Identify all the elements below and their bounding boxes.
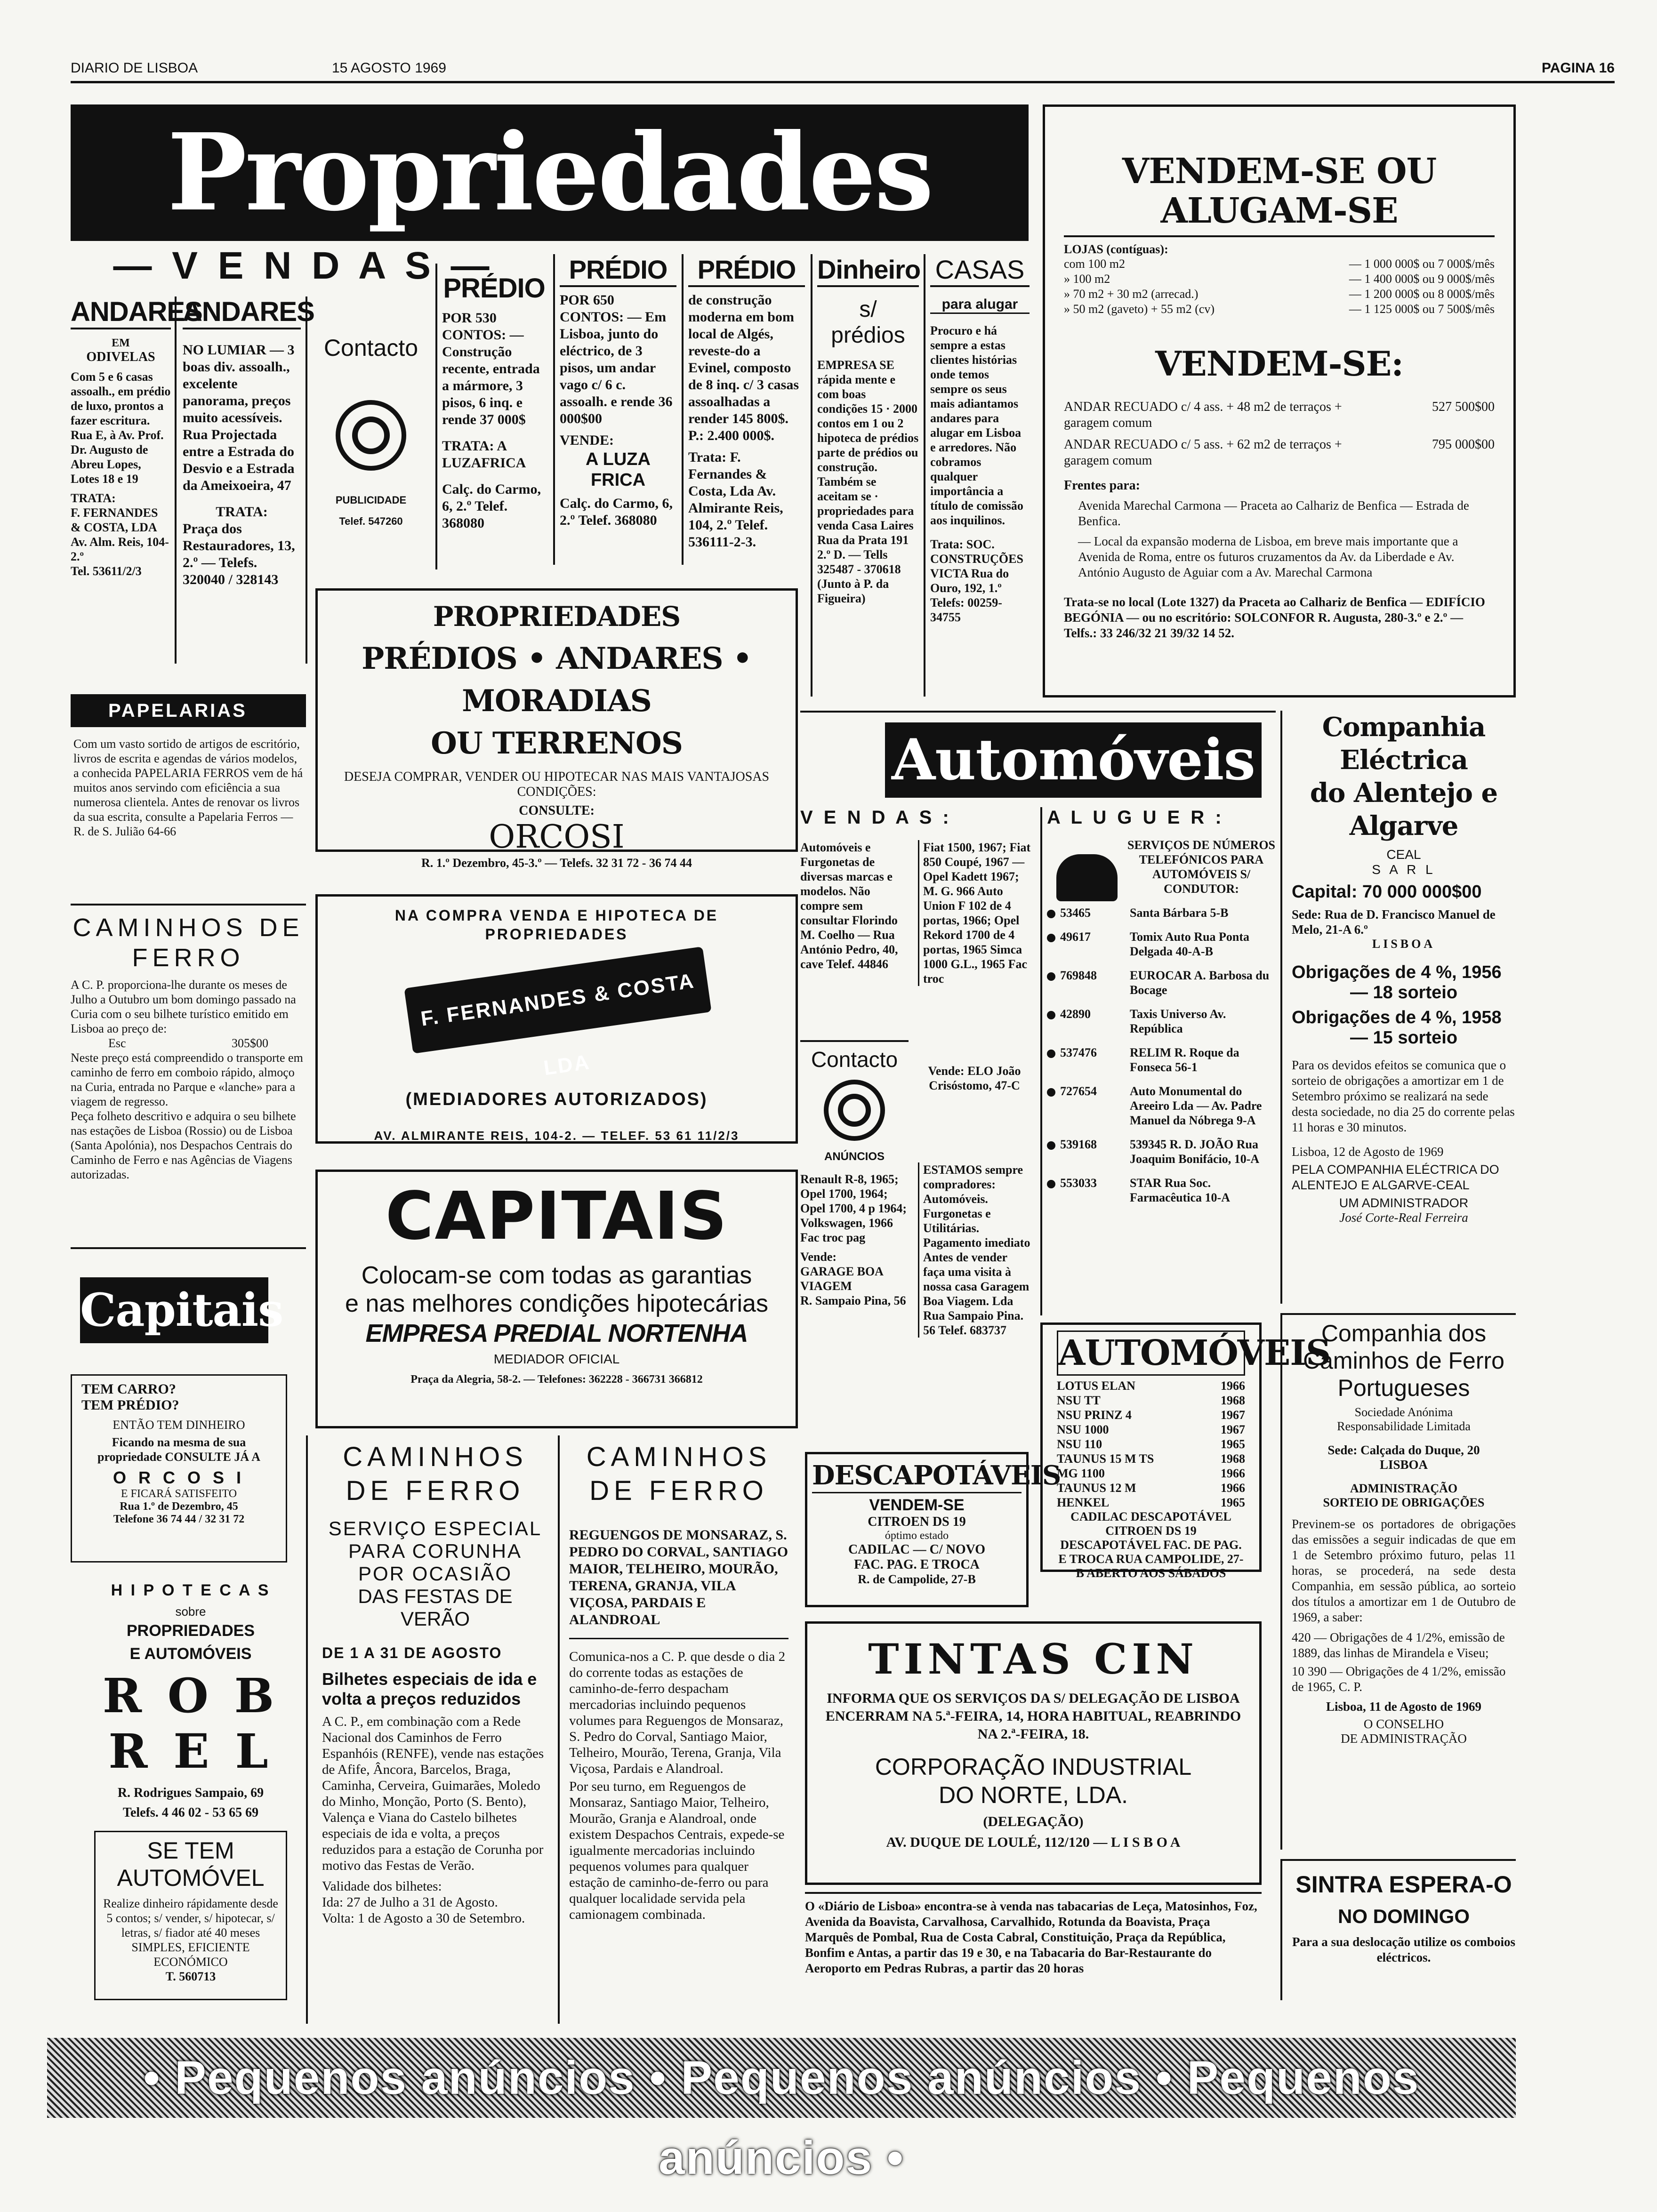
contacto-title: Contacto: [323, 335, 418, 361]
vendem-alugam-ad: [1043, 104, 1516, 697]
contacto-title: Contacto: [811, 1047, 898, 1072]
aluguer-name: Auto Monumental do Areeiro Lda — Av. Padre Manuel da Nóbrega 9-A: [1130, 1084, 1262, 1127]
automoveis-vendas-ad: [800, 807, 1036, 1042]
note-text: O «Diário de Lisboa» encontra-se à venda nas tabacarias de Leça, Matosinhos, Foz, Avenida da Boavista, Carvalhosa, Carvalhido, Rotunda da Boavista, Praça Marquês de Pombal, Rua de Costa Cabral, Constituição, Praça da República, Bonfim e Antas, a partir das 19 e 30, e na Tabacaria do Bar-Restaurante do Aeroporto em Pedras Rubras, a partir das 20 horas: [805, 1899, 1257, 1975]
ad-col: [918, 1162, 1031, 1338]
ad-title: Companhia dos: [1321, 1320, 1487, 1346]
ad-title: DE FERRO: [589, 1475, 768, 1506]
ad-line: Capital: 70 000 000$00: [1292, 882, 1482, 902]
andares-list: [1064, 399, 1495, 469]
car-model: TAUNUS 15 M TS: [1057, 1452, 1154, 1466]
ad-line: Lisboa, 11 de Agosto de 1969: [1326, 1699, 1482, 1714]
descapotaveis-ad: [805, 1452, 1061, 1607]
ad-title: Caminhos de Ferro: [1303, 1347, 1504, 1374]
pequenos-anuncios-banner: [47, 2038, 1516, 2184]
ad-line: e nas melhores condições hipotecárias: [345, 1290, 768, 1317]
ad-line: TRATA:: [71, 491, 116, 505]
ad-line: FAC. PAG. E TROCA: [854, 1557, 980, 1572]
ad-line: — 15 sorteio: [1350, 1028, 1458, 1048]
aluguer-item: [1047, 1137, 1276, 1166]
ad-title: AUTOMÓVEIS: [1057, 1330, 1245, 1376]
andar-desc: ANDAR RECUADO c/ 5 ass. + 62 m2 de terraços + garagem comum: [1064, 437, 1342, 468]
ad-line: Obrigações de 4 %, 1956: [1292, 962, 1502, 982]
ad-line: Com 5 e 6 casas assoalh., em prédio de luxo, prontos a fazer escritura. Rua E, à Av. Prof. Dr. Augusto de Abreu Lopes, Lotes 18 e 19: [71, 370, 171, 486]
ad-text: DESEJA COMPRAR, VENDER OU HIPOTECAR NAS MAIS VANTAJOSAS CONDIÇÕES:: [344, 769, 770, 799]
ad-brand: EMPRESA PREDIAL NORTENHA: [365, 1319, 748, 1347]
ad-line: MEDIADOR OFICIAL: [493, 1352, 620, 1366]
ad-line: Telefs. 4 46 02 - 53 65 69: [122, 1805, 259, 1820]
ad-text: ESTAMOS sempre compradores: Automóveis. Furgonetas e Utilitárias. Pagamento imediato Antes de vender faça uma visita à nossa casa Garagem Boa Viagem. Lda Rua Sampaio Pina. 56 Telef. 683737: [923, 1163, 1030, 1337]
lojas-cell: » 70 m2 + 30 m2 (arrecad.): [1064, 287, 1199, 301]
aluguer-phone: 769848: [1060, 969, 1097, 982]
ad-line: Praça da Alegria, 58-2. — Telefones: 362228 - 366731 366812: [410, 1373, 703, 1386]
ad-text: Trata: F. Fernandes & Costa, Lda Av. Almirante Reis, 104, 2.º Telef. 536111-2-3.: [688, 449, 783, 550]
ad-line: TRATA:: [216, 504, 268, 520]
frentes-label: Frentes para:: [1064, 478, 1140, 493]
aluguer-item: [1047, 968, 1276, 997]
frentes-line: Avenida Marechal Carmona — Praceta ao Calhariz de Benfica — Estrada de Benfica.: [1078, 498, 1469, 528]
frentes-line: — Local da expansão moderna de Lisboa, em breve mais importante que a Avenida de Roma, entre os futuros cruzamentos da Av. da Liberdade e Av. António Augusto de Aguiar com a Av. Marechal Carmona: [1078, 534, 1458, 579]
car-row: [1057, 1408, 1245, 1422]
ad-line: sobre: [175, 1604, 206, 1619]
ad-text: Realize dinheiro rápidamente desde 5 contos; s/ vender, s/ hipotecar, s/ letras, s/ fiador até 40 meses SIMPLES, EFICIENTE ECONÓMICO: [103, 1897, 278, 1969]
ad-text: Neste preço está compreendido o transporte em caminho de ferro em comboio rápido, almoço na Curia, entrada no Parque e «lanche» para a viagem de regresso.: [71, 1051, 303, 1108]
autos-rule: [800, 711, 1276, 713]
tem-carro-ad: [71, 1374, 287, 1563]
propriedades-banner: [71, 104, 1029, 241]
contacto-brand: ANÚNCIOS: [824, 1150, 885, 1163]
automoveis-aluguer-ad: [1040, 807, 1276, 1315]
ad-brand: O R C O S I: [113, 1468, 245, 1487]
vendas-title: — V E N D A S —: [113, 244, 494, 287]
aluguer-name: EUROCAR A. Barbosa du Bocage: [1130, 969, 1270, 997]
ad-line: AV. DUQUE DE LOULÉ, 112/120 — L I S B O A: [886, 1835, 1181, 1850]
ad-text: Para os devidos efeitos se comunica que o sorteio de obrigações a amortizar em 1 de Setembro próximo se realizará na sede desta sociedade, no dia 25 do corrente pelas 11 horas e 30 minutos.: [1292, 1058, 1515, 1134]
ad-line: AUTOMÓVEL: [117, 1865, 265, 1891]
ad-title: PROPRIEDADES: [433, 601, 681, 633]
ad-text: POR 650 CONTOS: — Em Lisboa, junto do eléctrico, de 3 pisos, um andar vago c/ 6 c. assoalh. e rende 36 000$00: [560, 292, 673, 426]
car-row: [1057, 1466, 1245, 1481]
predio-650-ad: [553, 254, 676, 565]
ad-line: H I P O T E C A S: [111, 1581, 271, 1599]
ad-head: PARA CORUNHA: [348, 1540, 522, 1562]
car-model: NSU PRINZ 4: [1057, 1408, 1132, 1422]
car-model: NSU 1000: [1057, 1423, 1109, 1436]
ad-col: [918, 1064, 1031, 1093]
lojas-cell: — 1 400 000$ ou 9 000$/mês: [1349, 272, 1495, 286]
ad-line: EM: [112, 337, 130, 349]
predio-alges-ad: [682, 254, 805, 565]
ad-title: TINTAS CIN: [868, 1635, 1199, 1683]
capitais-empresa-predial-ad: [315, 1170, 798, 1428]
ad-line: E AUTOMÓVEIS: [129, 1645, 252, 1663]
ad-text: POR 530 CONTOS: —Construção recente, entrada a mármore, 3 pisos, 6 inq. e rende 37 000$: [442, 310, 540, 427]
ad-line: NA COMPRA VENDA E HIPOTECA DE PROPRIEDADES: [394, 907, 719, 943]
ad-line: Colocam-se com todas as garantias: [361, 1262, 752, 1289]
ad-brand: F. FERNANDES & COSTA LDA: [419, 969, 697, 1080]
ad-sub: prédios: [831, 323, 905, 348]
ad-text: A C. P., em combinação com a Rede Nacional dos Caminhos de Ferro Espanhóis (RENFE), vende nas estações de Afife, Âncora, Barcelos, Braga, Caminha, Cerveira, Guimarães, Moledo do Minho, Monção, Porto (S. Bento), Valença e Viana do Castelo bilhetes especiais de ida e volta, a preços reduzidos para a estação de Corunha por motivo das Festas de Verão.: [322, 1714, 544, 1873]
ad-line: CITROEN DS 19: [868, 1515, 966, 1529]
car-model: LOTUS ELAN: [1057, 1379, 1135, 1393]
ad-title: ANDARES: [71, 297, 171, 329]
ad-line: T. 560713: [165, 1970, 216, 1983]
ad-line: R. Rodrigues Sampaio, 69: [117, 1786, 264, 1800]
ad-title: Dinheiro: [817, 254, 919, 287]
ad-line: Telefone 36 74 44 / 32 31 72: [113, 1513, 245, 1525]
vendem-title: VENDEM-SE:: [1155, 344, 1403, 384]
contacto-anuncios-ad: [800, 1040, 909, 1167]
ad-text: GARAGE BOA VIAGEM: [800, 1265, 883, 1293]
car-row: [1057, 1481, 1245, 1495]
ad-line: E FICARÁ SATISFEITO: [121, 1488, 237, 1500]
issue-date: 15 AGOSTO 1969: [332, 60, 446, 76]
aluguer-phone: 53465: [1060, 906, 1091, 920]
paper-name: DIARIO DE LISBOA: [71, 60, 198, 76]
capitais-logo: Capitais: [80, 1277, 268, 1343]
ad-col: [800, 1172, 913, 1308]
lojas-cell: » 50 m2 (gaveto) + 55 m2 (cv): [1064, 302, 1215, 316]
ad-line: Sede: Rua de D. Francisco Manuel de Melo, 21-A 6.º: [1292, 907, 1496, 937]
aluguer-item: [1047, 1045, 1276, 1074]
ad-title: Portugueses: [1337, 1375, 1470, 1401]
ad-brand: DO NORTE, LDA.: [939, 1782, 1128, 1808]
ad-text: Renault R-8, 1965; Opel 1700, 1964; Opel 1700, 4 p 1964; Volkswagen, 1966 Fac troc pag: [800, 1172, 907, 1244]
ad-line: (MEDIADORES AUTORIZADOS): [405, 1090, 708, 1109]
ad-text: de construção moderna em bom local de Algés, reveste-do a Evinel, composto de 8 inq. c/ 3 casas assoalhadas a render 145 800$. P.: 2.400 000$.: [688, 292, 799, 443]
car-model: MG 1100: [1057, 1467, 1105, 1480]
ad-title: CAMINHOS DE FERRO: [72, 914, 304, 972]
contacto-logo-icon: [336, 400, 406, 471]
price-label: Esc: [108, 1036, 126, 1050]
ad-text: R. 1.º Dezembro, 45-3.º — Telefs. 32 31 72 - 36 74 44: [421, 856, 692, 870]
lojas-cell: — 1 125 000$ ou 7 500$/mês: [1349, 302, 1495, 316]
ad-title: CASAS: [930, 254, 1030, 287]
contacto-logo-icon: [824, 1080, 885, 1141]
aluguer-name: Taxis Universo Av. República: [1130, 1007, 1226, 1035]
ad-text: R. Sampaio Pina, 56: [800, 1294, 906, 1307]
capitais-logo-ad: [71, 1247, 306, 1360]
ad-head: SERVIÇOS DE NÚMEROS TELEFÓNICOS PARA AUTOMÓVEIS S/ CONDUTOR:: [1127, 838, 1276, 896]
aluguer-item: [1047, 1176, 1276, 1205]
dinheiro-predios-ad: [811, 254, 919, 697]
andares-odivelas-ad: [71, 297, 202, 664]
car-year: 1965: [1221, 1496, 1245, 1509]
telephone-icon: [1056, 854, 1118, 901]
ad-text: Por seu turno, em Reguengos de Monsaraz, Santiago Maior, Telheiro, Mourão, Granja e Alandroal, onde existem Despachos Centrais, expede-se igualmente mercadorias incluindo pequenos volumes para qualquer estação de caminho-de-ferro ou para qualquer localidade servida pela camionagem combinada.: [569, 1779, 785, 1922]
aluguer-item: [1047, 906, 1276, 920]
ad-line: TEM PRÉDIO?: [81, 1397, 179, 1413]
andar-price: 527 500$00: [1432, 400, 1495, 414]
cars-list: [1057, 1378, 1245, 1510]
ad-line: NO LUMIAR — 3 boas div. assoalh., excelente panorama, preços muito acessíveis. Rua Projectada entre a Estrada do Desvio e a Estrada da Ameixoeira, 47: [183, 342, 295, 493]
ad-line: UM ADMINISTRADOR: [1339, 1196, 1469, 1210]
diario-venda-note: [805, 1892, 1262, 2024]
casas-alugar-ad: [924, 254, 1030, 697]
ad-line: Praça dos Restauradores, 13, 2.º — Telefs. 320040 / 328143: [183, 521, 295, 587]
car-row: [1057, 1495, 1245, 1510]
ad-sub: para alugar: [930, 297, 1030, 314]
se-tem-automovel-ad: [94, 1831, 287, 2000]
ad-text: Trata: SOC. CONSTRUÇÕES VICTA Rua do Ouro, 192, 1.º Telefs: 00259-34755: [930, 537, 1023, 624]
page-number: PAGINA 16: [1541, 60, 1615, 76]
andar-desc: ANDAR RECUADO c/ 4 ass. + 48 m2 de terraços + garagem comum: [1064, 400, 1342, 430]
car-model: HENKEL: [1057, 1496, 1110, 1509]
car-model: TAUNUS 12 M: [1057, 1481, 1136, 1495]
car-year: 1967: [1221, 1408, 1245, 1422]
ad-col: [918, 840, 1031, 986]
car-row: [1057, 1451, 1245, 1466]
ad-brand: ORCOSI: [489, 818, 625, 856]
ad-text: Para a sua deslocação utilize os comboios eléctricos.: [1292, 1935, 1515, 1964]
ad-line: Lisboa, 12 de Agosto de 1969: [1292, 1145, 1444, 1159]
andar-row: [1064, 437, 1495, 469]
contacto-tel: Telef. 547260: [339, 515, 403, 527]
robrel-hipotecas-ad: [71, 1581, 311, 1820]
lojas-cell: com 100 m2: [1064, 257, 1125, 271]
lojas-row: [1064, 272, 1495, 287]
ad-line: DE ADMINISTRAÇÃO: [1341, 1731, 1467, 1746]
lojas-row: [1064, 256, 1495, 272]
car-year: 1965: [1221, 1437, 1245, 1451]
orcosi-propriedades-ad: [315, 588, 798, 870]
aluguer-phone: 539168: [1060, 1138, 1097, 1151]
ad-line: NO DOMINGO: [1338, 1905, 1470, 1927]
ad-line: CADILAC — C/ NOVO: [848, 1542, 986, 1557]
ad-text: CADILAC DESCAPOTÁVEL CITROEN DS 19 DESCAPOTÁVEL FAC. DE PAG. E TROCA RUA CAMPOLIDE, 27-B ABERTO AOS SÁBADOS: [1058, 1510, 1244, 1580]
ad-title: Companhia Eléctrica: [1322, 712, 1486, 776]
ad-line: José Corte-Real Ferreira: [1339, 1210, 1468, 1225]
ad-text: Procuro e há sempre a estas clientes histórias onde temos sempre os seus mais adiantamos andares para alugar em Lisboa e arredores. Não cobramos qualquer importância a título de comissão aos inquilinos.: [930, 324, 1023, 527]
car-year: 1966: [1221, 1379, 1245, 1393]
ad-cats: OU TERRENOS: [431, 726, 683, 761]
ad-text: Fiat 1500, 1967; Fiat 850 Coupé, 1967 — Opel Kadett 1967; M. G. 966 Auto Union F 102 de 4 portas, 1966; Opel Rekord 1700 de 4 portas, 1965 Simca 1000 G.L., 1965 Fac troc: [923, 841, 1031, 986]
aluguer-phone: 727654: [1060, 1084, 1097, 1098]
ad-title: DESCAPOTÁVEIS: [812, 1459, 1022, 1493]
automoveis-banner: Automóveis: [885, 722, 1262, 798]
ad-line: SE TEM: [147, 1837, 234, 1864]
ad-line: — 18 sorteio: [1350, 983, 1458, 1002]
predio-530-ad: [435, 264, 546, 569]
tintas-cin-ad: [805, 1621, 1262, 1885]
ad-cats: PRÉDIOS • ANDARES • MORADIAS: [362, 641, 752, 719]
ad-head: DAS FESTAS DE VERÃO: [358, 1585, 513, 1630]
aluguer-item: [1047, 930, 1276, 959]
ad-title: DE FERRO: [346, 1475, 525, 1506]
ad-head: REGUENGOS DE MONSARAZ, S. PEDRO DO CORVAL, SANTIAGO MAIOR, TELHEIRO, MOURÃO, TERENA, GRANJA, VILA VIÇOSA, PARDAIS E ALANDROAL: [569, 1527, 788, 1627]
ad-text: 10 390 — Obrigações de 4 1/2%, emissão de 1965, C. P.: [1292, 1664, 1506, 1694]
ad-line: LISBOA: [1372, 937, 1436, 951]
ad-brand: A LUZA FRICA: [586, 449, 651, 490]
aluguer-name: 539345 R. D. JOÃO Rua Joaquim Bonifácio, 10-A: [1130, 1138, 1260, 1166]
ad-line: Ficando na mesma de sua propriedade CONSULTE JÁ A: [97, 1435, 261, 1464]
car-row: [1057, 1378, 1245, 1393]
ad-line: Av. Alm. Reis, 104-2.º: [71, 535, 169, 563]
aluguer-name: Santa Bárbara 5-B: [1130, 906, 1229, 920]
lojas-cell: — 1 200 000$ ou 8 000$/mês: [1349, 287, 1495, 301]
ad-line: Obrigações de 4 %, 1958: [1292, 1008, 1502, 1027]
ad-head: SERVIÇO ESPECIAL: [328, 1517, 542, 1539]
ad-text: Validade dos bilhetes:: [322, 1879, 442, 1894]
lojas-label: LOJAS (contíguas):: [1064, 242, 1168, 256]
aluguer-phone: 553033: [1060, 1176, 1097, 1190]
contacto-brand: PUBLICIDADE: [335, 494, 407, 506]
ad-title: do Alentejo e Algarve: [1310, 777, 1498, 842]
aluguer-name: Tomix Auto Rua Ponta Delgada 40-A-B: [1130, 930, 1250, 958]
ad-line: Rua 1.º de Dezembro, 45: [120, 1500, 238, 1513]
ad-title: CAPITAIS: [385, 1178, 728, 1255]
fernandes-costa-ad: [315, 894, 798, 1144]
ad-title: CAMINHOS: [586, 1442, 772, 1472]
ad-line: Sede: Calçada do Duque, 20: [1327, 1443, 1480, 1457]
lojas-cell: — 1 000 000$ ou 7 000$/mês: [1349, 257, 1495, 271]
ad-title: VENDEM-SE OU ALUGAM-SE: [1122, 151, 1437, 231]
lojas-cell: » 100 m2: [1064, 272, 1110, 286]
ad-title: PRÉDIO: [560, 254, 676, 287]
ad-line: SORTEIO DE OBRIGAÇÕES: [1323, 1496, 1485, 1509]
aluguer-phone: 42890: [1060, 1007, 1091, 1021]
footer-banner-text: • Pequenos anúncios • Pequenos anúncios • Pequenos anúncios •: [143, 2052, 1420, 2184]
ad-title: PAPELARIAS: [71, 694, 306, 727]
ad-line: PELA COMPANHIA ELÉCTRICA DO ALENTEJO E ALGARVE-CEAL: [1292, 1162, 1499, 1192]
page-header: [71, 60, 1615, 84]
ad-text: Com um vasto sortido de artigos de escritório, livros de escrita e agendas de vários modelos, a conhecida PAPELARIA FERROS vem de há muitos anos servindo com eficiência a sua numerosa clientela. Antes de renovar os livros da sua escrita, consulte a Papelaria Ferros — R. de S. Julião 64-66: [73, 737, 303, 838]
car-year: 1967: [1221, 1423, 1245, 1436]
ad-text: Volta: 1 de Agosto a 30 de Setembro.: [322, 1911, 525, 1926]
automoveis-lista-ad: [1040, 1322, 1331, 1580]
aluguer-name: STAR Rua Soc. Farmacêutica 10-A: [1130, 1176, 1230, 1204]
car-year: 1968: [1221, 1452, 1245, 1466]
ad-text: VENDE:: [560, 433, 614, 448]
ad-text: Comunica-nos a C. P. que desde o dia 2 do corrente todas as estações de caminho-de-ferro despacham mercadorias incluindo pequenos volumes para Reguengos de Monsaraz, S. Pedro do Corval, Santiago Maior, Telheiro, Mourão, Terena, Granja, Vila Viçosa, Pardais e Alandroal.: [569, 1649, 786, 1776]
ad-text: TRATA: A LUZAFRICA: [442, 438, 526, 471]
banner-title: Propriedades: [167, 111, 932, 235]
ad-line: AV. ALMIRANTE REIS, 104-2. — TELEF. 53 61 11/2/3: [374, 1129, 740, 1143]
lojas-row: [1064, 287, 1495, 302]
ad-line: ADMINISTRAÇÃO: [1350, 1482, 1458, 1495]
car-year: 1968: [1221, 1394, 1245, 1407]
price-value: 305$00: [232, 1036, 268, 1050]
ad-text: EMPRESA SE rápida mente e com boas condições 15 · 2000 contos em 1 ou 2 hipoteca de prédios parte de prédios ou construção. Também se aceitam se · propriedades para venda Casa Laires Rua da Prata 191 2.º D. — Tells 325487 - 370618 (Junto à P. da Figueira): [817, 358, 919, 605]
ad-text: 420 — Obrigações de 4 1/2%, emissão de 1889, das linhas de Mirandela e Viseu;: [1292, 1630, 1505, 1660]
ad-title: SINTRA ESPERA-O: [1295, 1871, 1512, 1898]
ad-text: Ida: 27 de Julho a 31 de Agosto.: [322, 1895, 498, 1910]
lojas-table: [1064, 256, 1495, 317]
ad-line: O CONSELHO: [1363, 1717, 1444, 1731]
ad-line: Sociedade Anónima: [1354, 1405, 1453, 1419]
ad-line: ENTÃO TEM DINHEIRO: [113, 1418, 245, 1432]
ad-line: TEM CARRO?: [81, 1381, 176, 1397]
ad-line: CEAL: [1386, 847, 1421, 862]
ad-brand: CORPORAÇÃO INDUSTRIAL: [875, 1754, 1192, 1780]
ad-text: INFORMA QUE OS SERVIÇOS DA S/ DELEGAÇÃO DE LISBOA ENCERRAM NA 5.ª-FEIRA, 14, HORA HABITUAL, REABRINDO NA 2.ª-FEIRA, 18.: [825, 1691, 1241, 1742]
caminhos-ferro-corunha-ad: [306, 1435, 553, 2024]
ad-line: S A R L: [1372, 862, 1436, 877]
ad-text: Previnem-se os portadores de obrigações das emissões a seguir indicadas de que em 1 de Setembro próximo futuro, pelas 11 horas, se procederá, na sede desta Companhia, em sessão pública, ao sorteio dos títulos a amortizar em 1 de Outubro de 1969, a saber:: [1292, 1517, 1516, 1624]
fernandes-logo: [404, 946, 711, 1080]
car-row: [1057, 1437, 1245, 1451]
aluguer-item: [1047, 1084, 1276, 1128]
ad-line: (DELEGAÇÃO): [983, 1814, 1084, 1829]
caminhos-ferro-curia-ad: [71, 904, 306, 1233]
aluguer-phone: 49617: [1060, 930, 1091, 944]
aluguer-list: [1047, 906, 1276, 1205]
car-year: 1966: [1221, 1467, 1245, 1480]
aluguer-phone: 537476: [1060, 1046, 1097, 1059]
header-rule: [71, 81, 1615, 83]
trata-line: Trata-se no local (Lote 1327) da Praceta ao Calhariz de Benfica — EDIFÍCIO BEGÓNIA — ou no escritório: SOLCONFOR R. Augusta, 280-3.º e 2.º — Telfs.: 33 246/32 21 39/32 14 52.: [1064, 595, 1485, 640]
contacto-publicidade-ad: [314, 292, 427, 569]
car-year: 1966: [1221, 1481, 1245, 1495]
ad-text: Peça folheto descritivo e adquira o seu bilhete nas estações de Lisboa (Rossio) ou de Lisboa (Santa Apolónia), nos Despachos Centrais do Caminho de Ferro e nas Agências de Viagens autorizadas.: [71, 1109, 296, 1181]
ad-dates: DE 1 A 31 DE AGOSTO: [322, 1644, 502, 1661]
car-row: [1057, 1422, 1245, 1437]
ad-head: POR OCASIÃO: [358, 1563, 513, 1585]
ad-line: PROPRIEDADES: [126, 1622, 255, 1640]
papelarias-ad: [71, 694, 306, 897]
ad-line: Responsabilidade Limitada: [1337, 1419, 1471, 1433]
ad-title: PRÉDIO: [443, 273, 545, 304]
ad-line: VENDEM-SE: [869, 1496, 965, 1514]
ad-line: LISBOA: [1379, 1458, 1428, 1472]
andar-price: 795 000$00: [1432, 437, 1495, 452]
caminhos-ferro-reguengos-ad: [558, 1435, 793, 2024]
ad-line: ODIVELAS: [86, 350, 155, 364]
ad-line: F. FERNANDES & COSTA, LDA: [71, 506, 158, 534]
ad-text: CONSULTE:: [519, 803, 595, 818]
ad-line: R. de Campolide, 27-B: [858, 1572, 976, 1586]
price-row: [71, 1036, 306, 1050]
ad-title: PRÉDIO: [688, 254, 805, 287]
ad-line: Tel. 53611/2/3: [71, 564, 142, 578]
section-title: V E N D A S :: [800, 807, 952, 828]
ad-title: CAMINHOS: [343, 1442, 528, 1472]
ad-col: [800, 840, 909, 971]
companhia-electrica-ad: [1280, 711, 1516, 1304]
andar-row: [1064, 399, 1495, 431]
ad-brand: R O B R E L: [102, 1668, 279, 1779]
companhia-cp-ad: [1280, 1313, 1516, 1850]
ad-text: Calç. do Carmo, 6, 2.º Telef. 368080: [442, 481, 541, 531]
aluguer-name: RELIM R. Roque da Fonseca 56-1: [1130, 1046, 1239, 1074]
lojas-row: [1064, 302, 1495, 317]
car-row: [1057, 1393, 1245, 1408]
ad-text: A C. P. proporciona-lhe durante os meses de Julho a Outubro um bom domingo passado na Curia com o seu bilhete turístico emitido em Lisboa ao preço de:: [71, 978, 296, 1035]
ad-title: ANDARES: [183, 297, 301, 329]
car-model: NSU TT: [1057, 1394, 1101, 1407]
ad-sub: s/: [859, 297, 877, 322]
ad-text: Automóveis e Furgonetas de diversas marcas e modelos. Não compre sem consultar Florindo M. Coelho — Rua António Pedro, 40, cave Telef. 44846: [800, 841, 898, 971]
ad-text: Vende:: [800, 1250, 837, 1264]
ad-line: óptimo estado: [885, 1530, 949, 1542]
aluguer-item: [1047, 1007, 1276, 1036]
ad-text: Vende: ELO João Crisóstomo, 47-C: [928, 1064, 1021, 1092]
car-model: NSU 110: [1057, 1437, 1102, 1451]
ad-sub: Bilhetes especiais de ida e volta a preços reduzidos: [322, 1669, 537, 1708]
section-title: A L U G U E R :: [1047, 807, 1224, 828]
sintra-ad: [1280, 1859, 1516, 2000]
andares-lumiar-ad: [183, 297, 314, 664]
ad-text: Calç. do Carmo, 6, 2.º Telef. 368080: [560, 496, 673, 528]
